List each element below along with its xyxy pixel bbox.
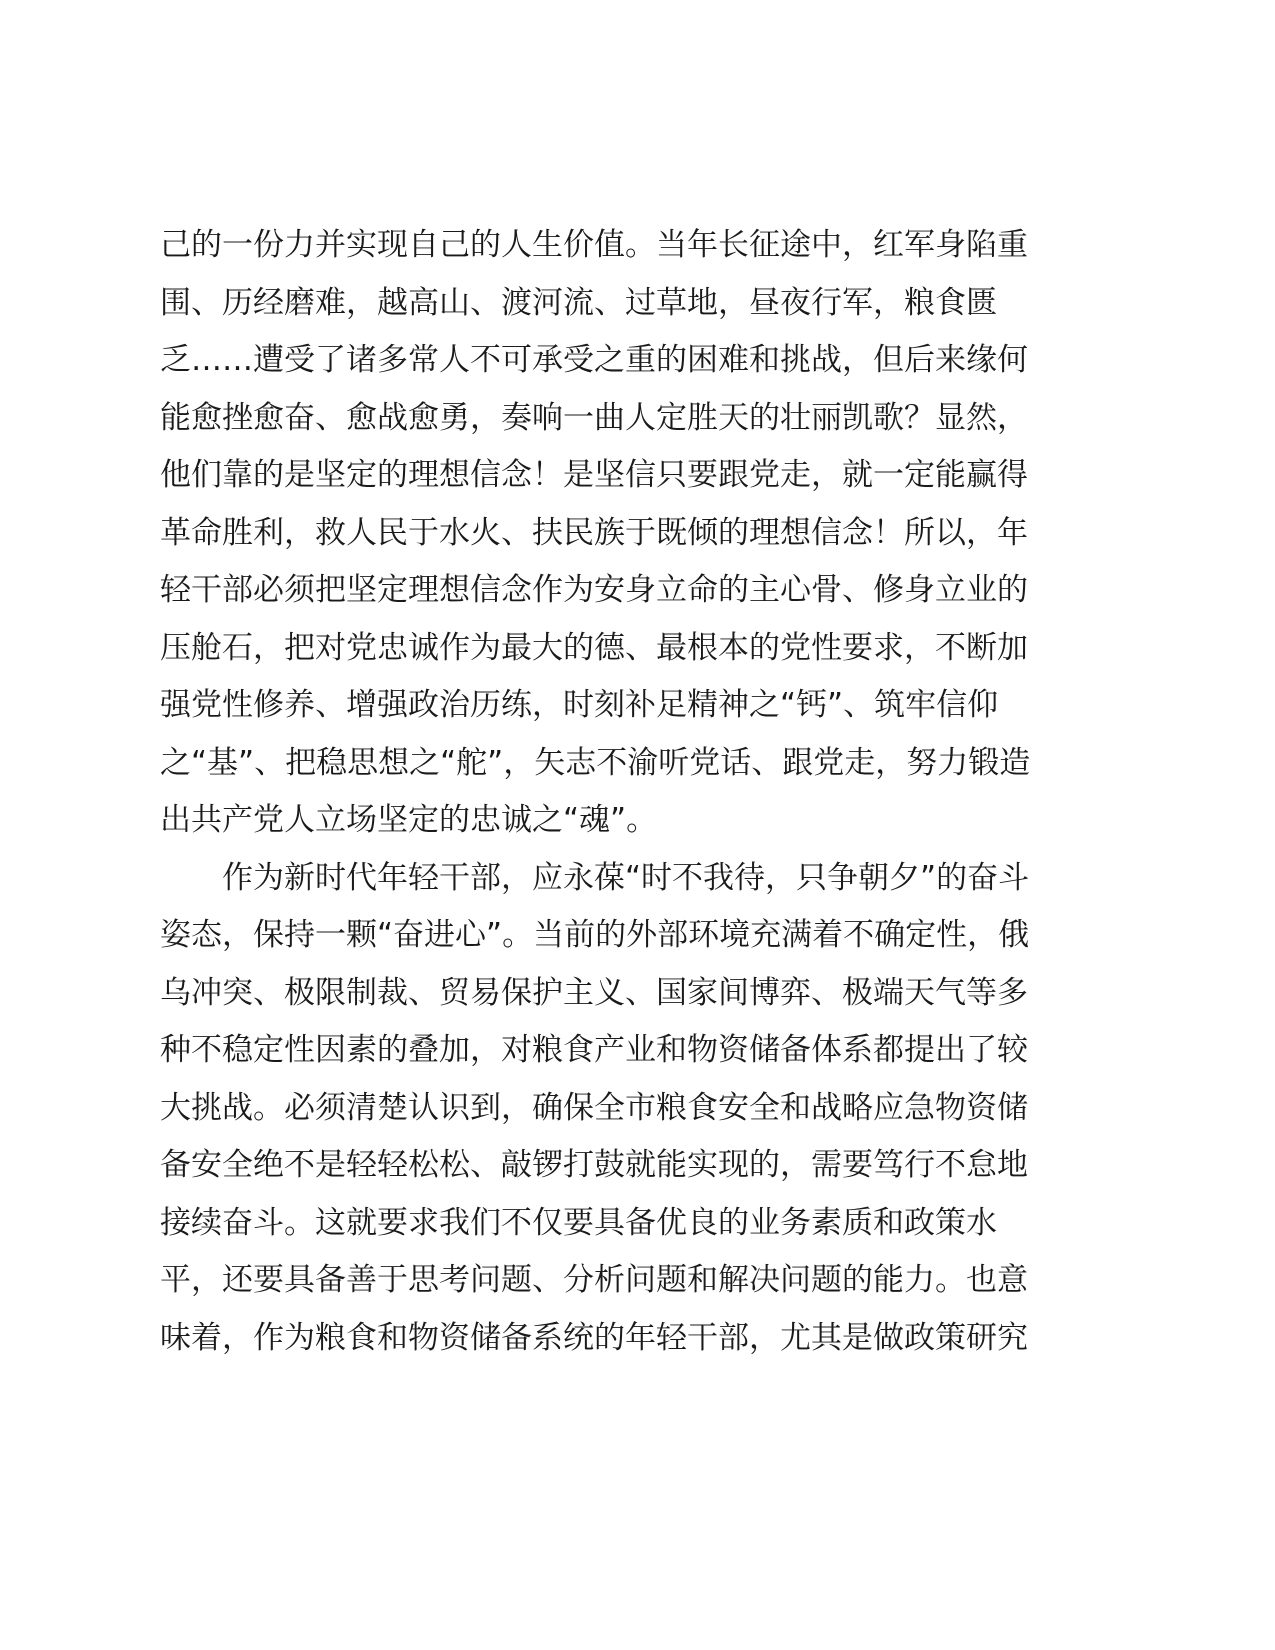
text-line: 作为新时代年轻干部，应永葆“时不我待，只争朝夕”的奋斗 <box>222 859 1030 896</box>
text-line: 乌冲突、极限制裁、贸易保护主义、国家间博弈、极端天气等多 <box>160 974 1028 1011</box>
text-line: 己的一份力并实现自己的人生价值。当年长征途中，红军身陷重 <box>160 227 1028 263</box>
text-line: 轻干部必须把坚定理想信念作为安身立命的主心骨、修身立业的 <box>160 572 1028 608</box>
paragraph-1 <box>160 217 1060 850</box>
text-line: 出共产党人立场坚定的忠诚之“魂”。 <box>160 802 658 838</box>
text-line: 乏……遭受了诸多常人不可承受之重的困难和挑战，但后来缘何 <box>160 342 1028 378</box>
text-line: 接续奋斗。这就要求我们不仅要具备优良的业务素质和政策水 <box>160 1204 997 1241</box>
text-line: 他们靠的是坚定的理想信念！是坚信只要跟党走，就一定能赢得 <box>160 457 1028 493</box>
text-line: 味着，作为粮食和物资储备系统的年轻干部，尤其是做政策研究 <box>160 1319 1028 1356</box>
text-line: 种不稳定性因素的叠加，对粮食产业和物资储备体系都提出了较 <box>160 1032 1028 1068</box>
text-line: 备安全绝不是轻轻松松、敲锣打鼓就能实现的，需要笃行不怠地 <box>160 1147 1028 1183</box>
document-body <box>160 217 1060 1367</box>
text-line: 姿态，保持一颗“奋进心”。当前的外部环境充满着不确定性，俄 <box>160 917 1030 953</box>
text-line: 强党性修养、增强政治历练，时刻补足精神之“钙”、筑牢信仰 <box>160 687 999 723</box>
text-line: 压舱石，把对党忠诚作为最大的德、最根本的党性要求，不断加 <box>160 629 1028 666</box>
paragraph-2 <box>160 850 1060 1368</box>
text-line: 革命胜利，救人民于水火、扶民族于既倾的理想信念！所以，年 <box>160 514 1028 551</box>
text-line: 能愈挫愈奋、愈战愈勇，奏响一曲人定胜天的壮丽凯歌？显然， <box>160 399 1028 436</box>
text-line: 之“基”、把稳思想之“舵”，矢志不渝听党话、跟党走，努力锻造 <box>160 744 1031 781</box>
text-line: 围、历经磨难，越高山、渡河流、过草地，昼夜行军，粮食匮 <box>160 284 997 321</box>
text-line: 大挑战。必须清楚认识到，确保全市粮食安全和战略应急物资储 <box>160 1089 1028 1126</box>
text-line: 平，还要具备善于思考问题、分析问题和解决问题的能力。也意 <box>160 1262 1028 1298</box>
